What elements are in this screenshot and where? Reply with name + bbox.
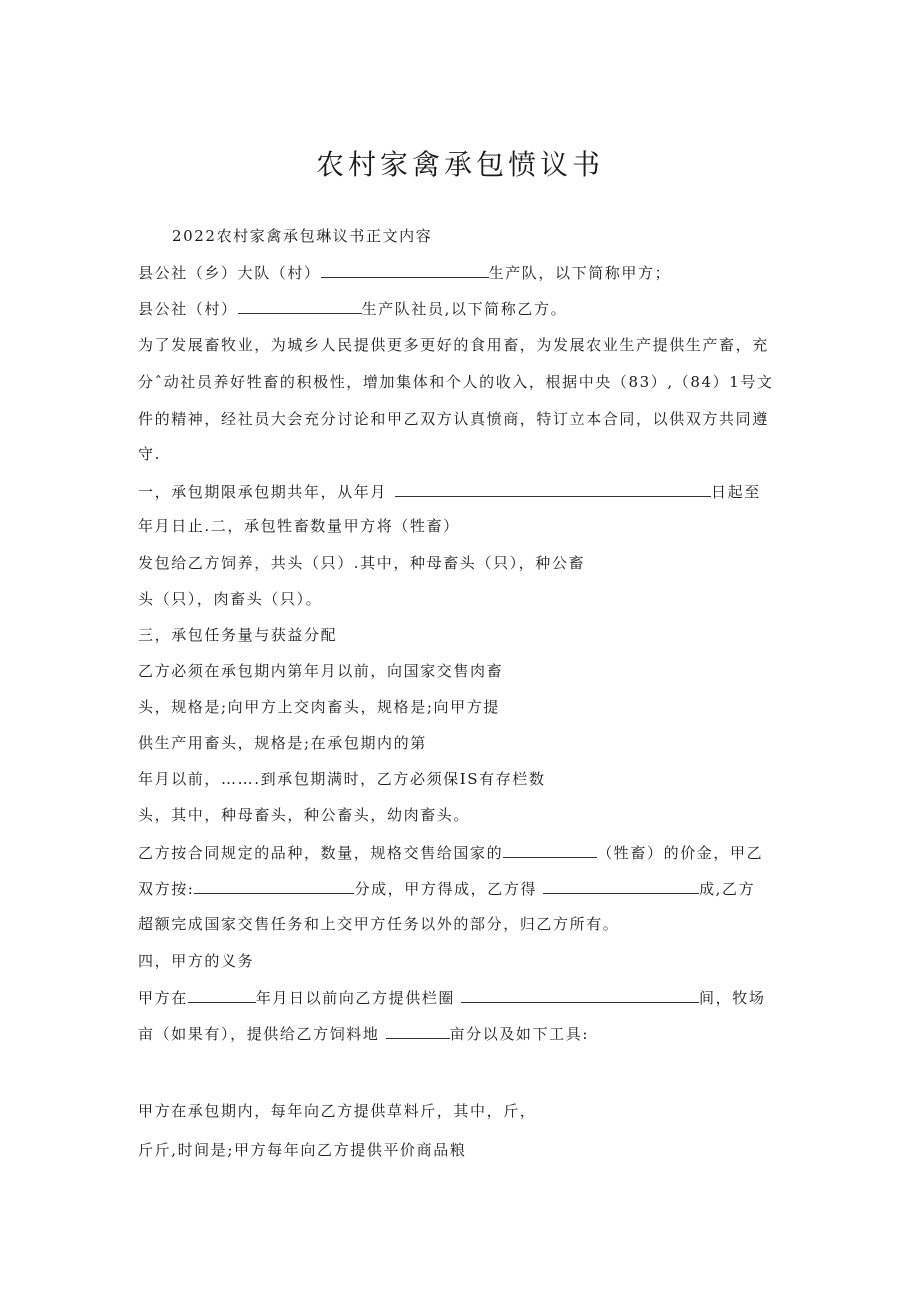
blank-field	[386, 1023, 450, 1039]
section-3-heading: 三，承包任务量与获益分配	[138, 626, 338, 644]
body-line: 超额完成国家交售任务和上交甲方任务以外的部分，归乙方所有。	[138, 915, 620, 933]
share-line: 双方按: 分成，甲方得成，乙方得 成,乙方	[138, 880, 756, 898]
blank-field	[543, 878, 699, 894]
party-b-line: 县公社（村） 生产队社员,以下简称乙方。	[138, 300, 568, 318]
document-title: 农村家禽承包愤议书	[315, 148, 604, 181]
body-line: 头，规格是;向甲方上交肉畜头，规格是;向甲方提	[138, 698, 500, 716]
body-line: 供生产用畜头，规格是;在承包期内的第	[138, 734, 427, 752]
body-line: 头（只），肉畜头（只）。	[138, 590, 323, 608]
blank-field	[461, 987, 699, 1003]
body-line: 头，其中，种母畜头，种公畜头，幼肉畜头。	[138, 806, 471, 824]
blank-field	[188, 987, 256, 1003]
subtitle: 2022农村家禽承包琳议书正文内容	[172, 227, 433, 245]
blank-field	[395, 481, 711, 497]
blank-field	[238, 298, 362, 314]
preamble-line-4: 守.	[138, 445, 161, 463]
body-line: 甲方在承包期内，每年向乙方提供草料斤，其中，斤，	[138, 1102, 537, 1120]
body-line: 斤斤,时间是;甲方每年向乙方提供平价商品粮	[138, 1141, 467, 1159]
body-line: 年月日止.二，承包牲畜数量甲方将（牲畜）	[138, 517, 460, 535]
preamble-line-2: 分ˆ动社员养好牲畜的积极性，增加集体和个人的收入，根据中央（83）,（84）1号文	[138, 373, 774, 391]
section-1-line: 一，承包期限承包期共年，从年月 日起至	[138, 483, 761, 501]
preamble-line-1: 为了发展畜牧业，为城乡人民提供更多更好的食用畜，为发展农业生产提供生产畜，充	[138, 336, 769, 354]
blank-field	[194, 878, 354, 894]
price-line: 乙方按合同规定的品种，数量，规格交售给国家的 （牲畜）的价金，甲乙	[138, 844, 764, 862]
duty-line-1: 甲方在 年月日以前向乙方提供栏圈 间，牧场	[138, 989, 766, 1007]
blank-field	[321, 262, 489, 278]
section-4-heading: 四，甲方的义务	[138, 952, 255, 970]
body-line: 年月以前，…….到承包期满时，乙方必须保IS有存栏数	[138, 770, 546, 788]
blank-field	[503, 842, 597, 858]
body-line: 发包给乙方饲养，共头（只）.其中，种母畜头（只），种公畜	[138, 554, 586, 572]
party-a-line: 县公社（乡）大队（村） 生产队，以下简称甲方；	[138, 264, 672, 282]
body-line: 乙方必须在承包期内第年月以前，向国家交售肉畜	[138, 662, 504, 680]
duty-line-2: 亩（如果有），提供给乙方饲料地 亩分以及如下工具:	[138, 1025, 589, 1043]
preamble-line-3: 件的精神，经社员大会充分讨论和甲乙双方认真愤商，特订立本合同，以供双方共同遵	[138, 410, 769, 428]
